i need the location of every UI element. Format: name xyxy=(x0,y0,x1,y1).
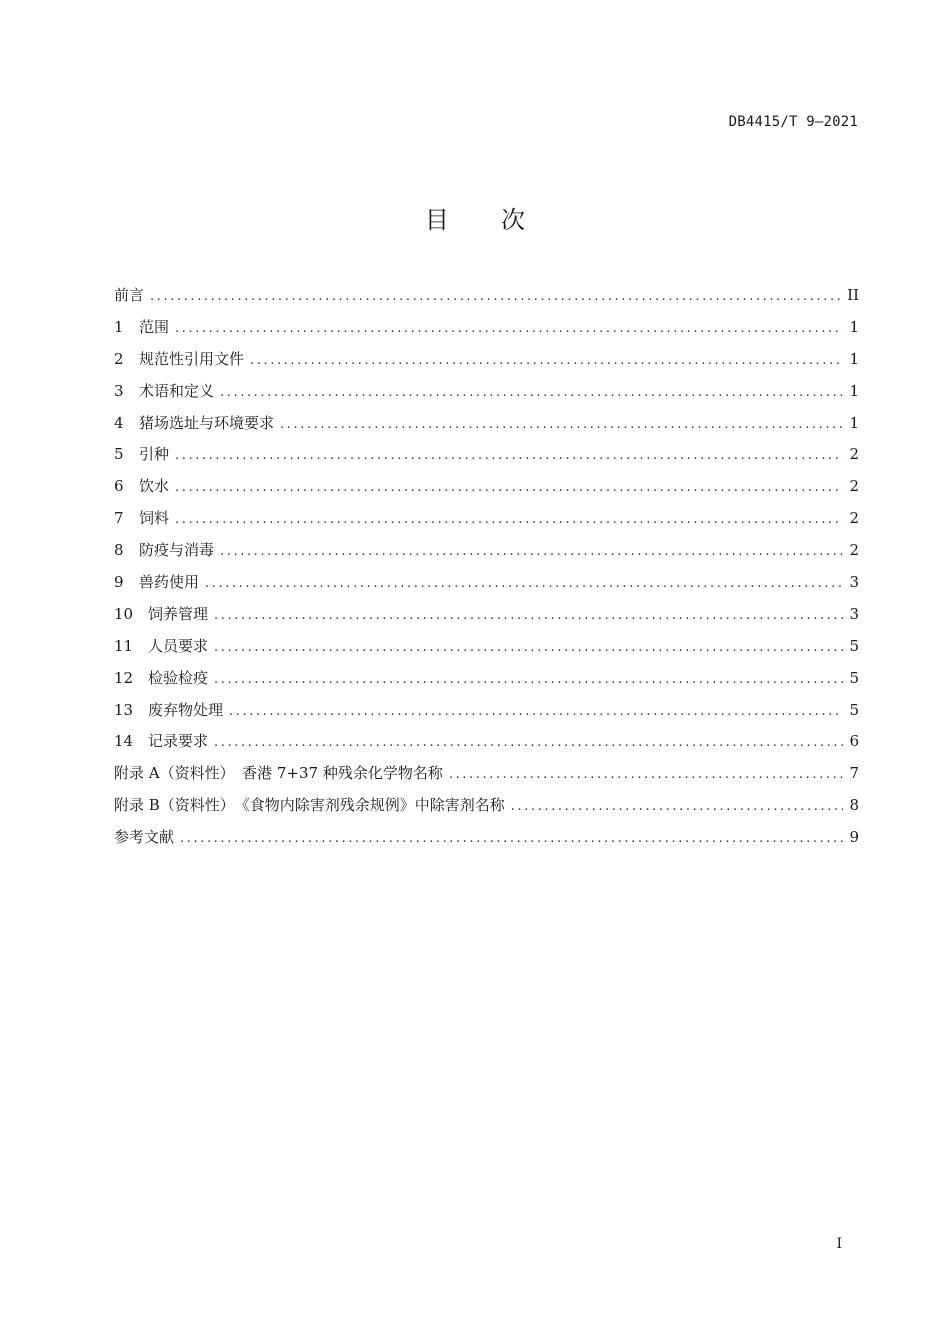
toc-entry-page: 5 xyxy=(849,700,859,719)
toc-entry-page: 2 xyxy=(849,509,859,528)
toc-entry-appendix-b[interactable] xyxy=(114,794,859,826)
toc-entry-label: 人员要求 xyxy=(148,636,209,655)
toc-leader-dots xyxy=(511,799,843,814)
toc-entry-7[interactable] xyxy=(114,507,859,539)
toc-entry-page: 1 xyxy=(849,381,859,400)
toc-entry-8[interactable] xyxy=(114,539,859,571)
toc-leader-dots xyxy=(250,353,843,368)
toc-entry-9[interactable] xyxy=(114,571,859,603)
toc-entry-number: 13 xyxy=(114,700,134,719)
toc-entry-number: 2 xyxy=(114,349,124,368)
toc-entry-number: 14 xyxy=(114,732,134,751)
toc-entry-page: 6 xyxy=(849,732,859,751)
toc-entry-page: 8 xyxy=(849,796,859,815)
toc-entry-label: 参考文献 xyxy=(114,828,175,847)
toc-entry-label: 范围 xyxy=(139,317,170,336)
toc-entry-page: 5 xyxy=(849,668,859,687)
toc-entry-label: 饲料 xyxy=(139,509,170,528)
toc-entry-5[interactable] xyxy=(114,443,859,475)
toc-entry-number: 6 xyxy=(114,477,124,496)
toc-entry-references[interactable] xyxy=(114,826,859,858)
toc-leader-dots xyxy=(229,704,843,719)
toc-leader-dots xyxy=(280,417,843,432)
toc-entry-12[interactable] xyxy=(114,667,859,699)
toc-entry-label: 附录 B（资料性） 《食物内除害剂残余规例》中除害剂名称 xyxy=(114,796,505,815)
toc-entry-page: 1 xyxy=(849,349,859,368)
toc-leader-dots xyxy=(175,480,843,495)
toc-entry-label: 饲养管理 xyxy=(148,604,209,623)
toc-entry-page: 7 xyxy=(849,764,859,783)
toc-entry-label: 术语和定义 xyxy=(139,381,215,400)
toc-entry-page: 2 xyxy=(849,541,859,560)
toc-entry-label: 饮水 xyxy=(139,477,170,496)
toc-entry-label: 记录要求 xyxy=(148,732,209,751)
toc-title-part2: 次 xyxy=(501,206,526,234)
toc-entry-10[interactable] xyxy=(114,603,859,635)
toc-entry-page: 3 xyxy=(849,573,859,592)
toc-entry-label: 引种 xyxy=(139,445,170,464)
toc-entry-page: 1 xyxy=(849,317,859,336)
toc-entry-number: 8 xyxy=(114,541,124,560)
toc-entry-number: 5 xyxy=(114,445,124,464)
toc-entry-appendix-a[interactable] xyxy=(114,762,859,794)
toc-entry-label: 规范性引用文件 xyxy=(139,349,245,368)
toc-leader-dots xyxy=(214,735,843,750)
toc-leader-dots xyxy=(220,544,843,559)
toc-leader-dots xyxy=(205,576,843,591)
toc-entry-number: 7 xyxy=(114,509,124,528)
document-code: DB4415/T 9—2021 xyxy=(728,114,858,130)
toc-leader-dots xyxy=(175,448,843,463)
toc-entry-page: 5 xyxy=(849,636,859,655)
toc-entry-number: 4 xyxy=(114,413,124,432)
toc-leader-dots xyxy=(175,321,843,336)
toc-list xyxy=(114,284,859,858)
toc-entry-3[interactable] xyxy=(114,380,859,412)
toc-entry-foreword[interactable] xyxy=(114,284,859,316)
toc-entry-page: 3 xyxy=(849,604,859,623)
toc-leader-dots xyxy=(214,672,843,687)
toc-entry-1[interactable] xyxy=(114,316,859,348)
toc-title xyxy=(0,200,950,235)
toc-entry-number: 3 xyxy=(114,381,124,400)
toc-entry-label: 附录 A（资料性） 香港 7+37 种残余化学物名称 xyxy=(114,764,443,783)
toc-entry-label: 兽药使用 xyxy=(139,573,200,592)
toc-title-part1: 目 xyxy=(424,206,449,234)
toc-entry-14[interactable] xyxy=(114,730,859,762)
toc-leader-dots xyxy=(175,512,843,527)
toc-entry-number: 10 xyxy=(114,604,134,623)
toc-leader-dots xyxy=(180,831,843,846)
toc-entry-13[interactable] xyxy=(114,699,859,731)
toc-entry-number: 12 xyxy=(114,668,134,687)
toc-entry-page: II xyxy=(847,286,859,304)
toc-entry-11[interactable] xyxy=(114,635,859,667)
toc-entry-page: 2 xyxy=(849,477,859,496)
toc-entry-page: 9 xyxy=(849,828,859,847)
toc-leader-dots xyxy=(150,289,841,304)
toc-entry-label: 防疫与消毒 xyxy=(139,541,215,560)
toc-leader-dots xyxy=(214,640,843,655)
toc-leader-dots xyxy=(449,767,843,782)
toc-entry-number: 1 xyxy=(114,317,124,336)
toc-leader-dots xyxy=(214,608,843,623)
toc-entry-page: 1 xyxy=(849,413,859,432)
toc-entry-6[interactable] xyxy=(114,475,859,507)
toc-entry-4[interactable] xyxy=(114,412,859,444)
toc-entry-label: 检验检疫 xyxy=(148,668,209,687)
toc-entry-number: 11 xyxy=(114,636,134,655)
page-number: I xyxy=(836,1236,842,1252)
toc-entry-label: 猪场选址与环境要求 xyxy=(139,413,275,432)
toc-leader-dots xyxy=(220,385,843,400)
toc-entry-label: 前言 xyxy=(114,286,145,304)
toc-entry-page: 2 xyxy=(849,445,859,464)
toc-entry-2[interactable] xyxy=(114,348,859,380)
toc-entry-label: 废弃物处理 xyxy=(148,700,224,719)
toc-entry-number: 9 xyxy=(114,573,124,592)
